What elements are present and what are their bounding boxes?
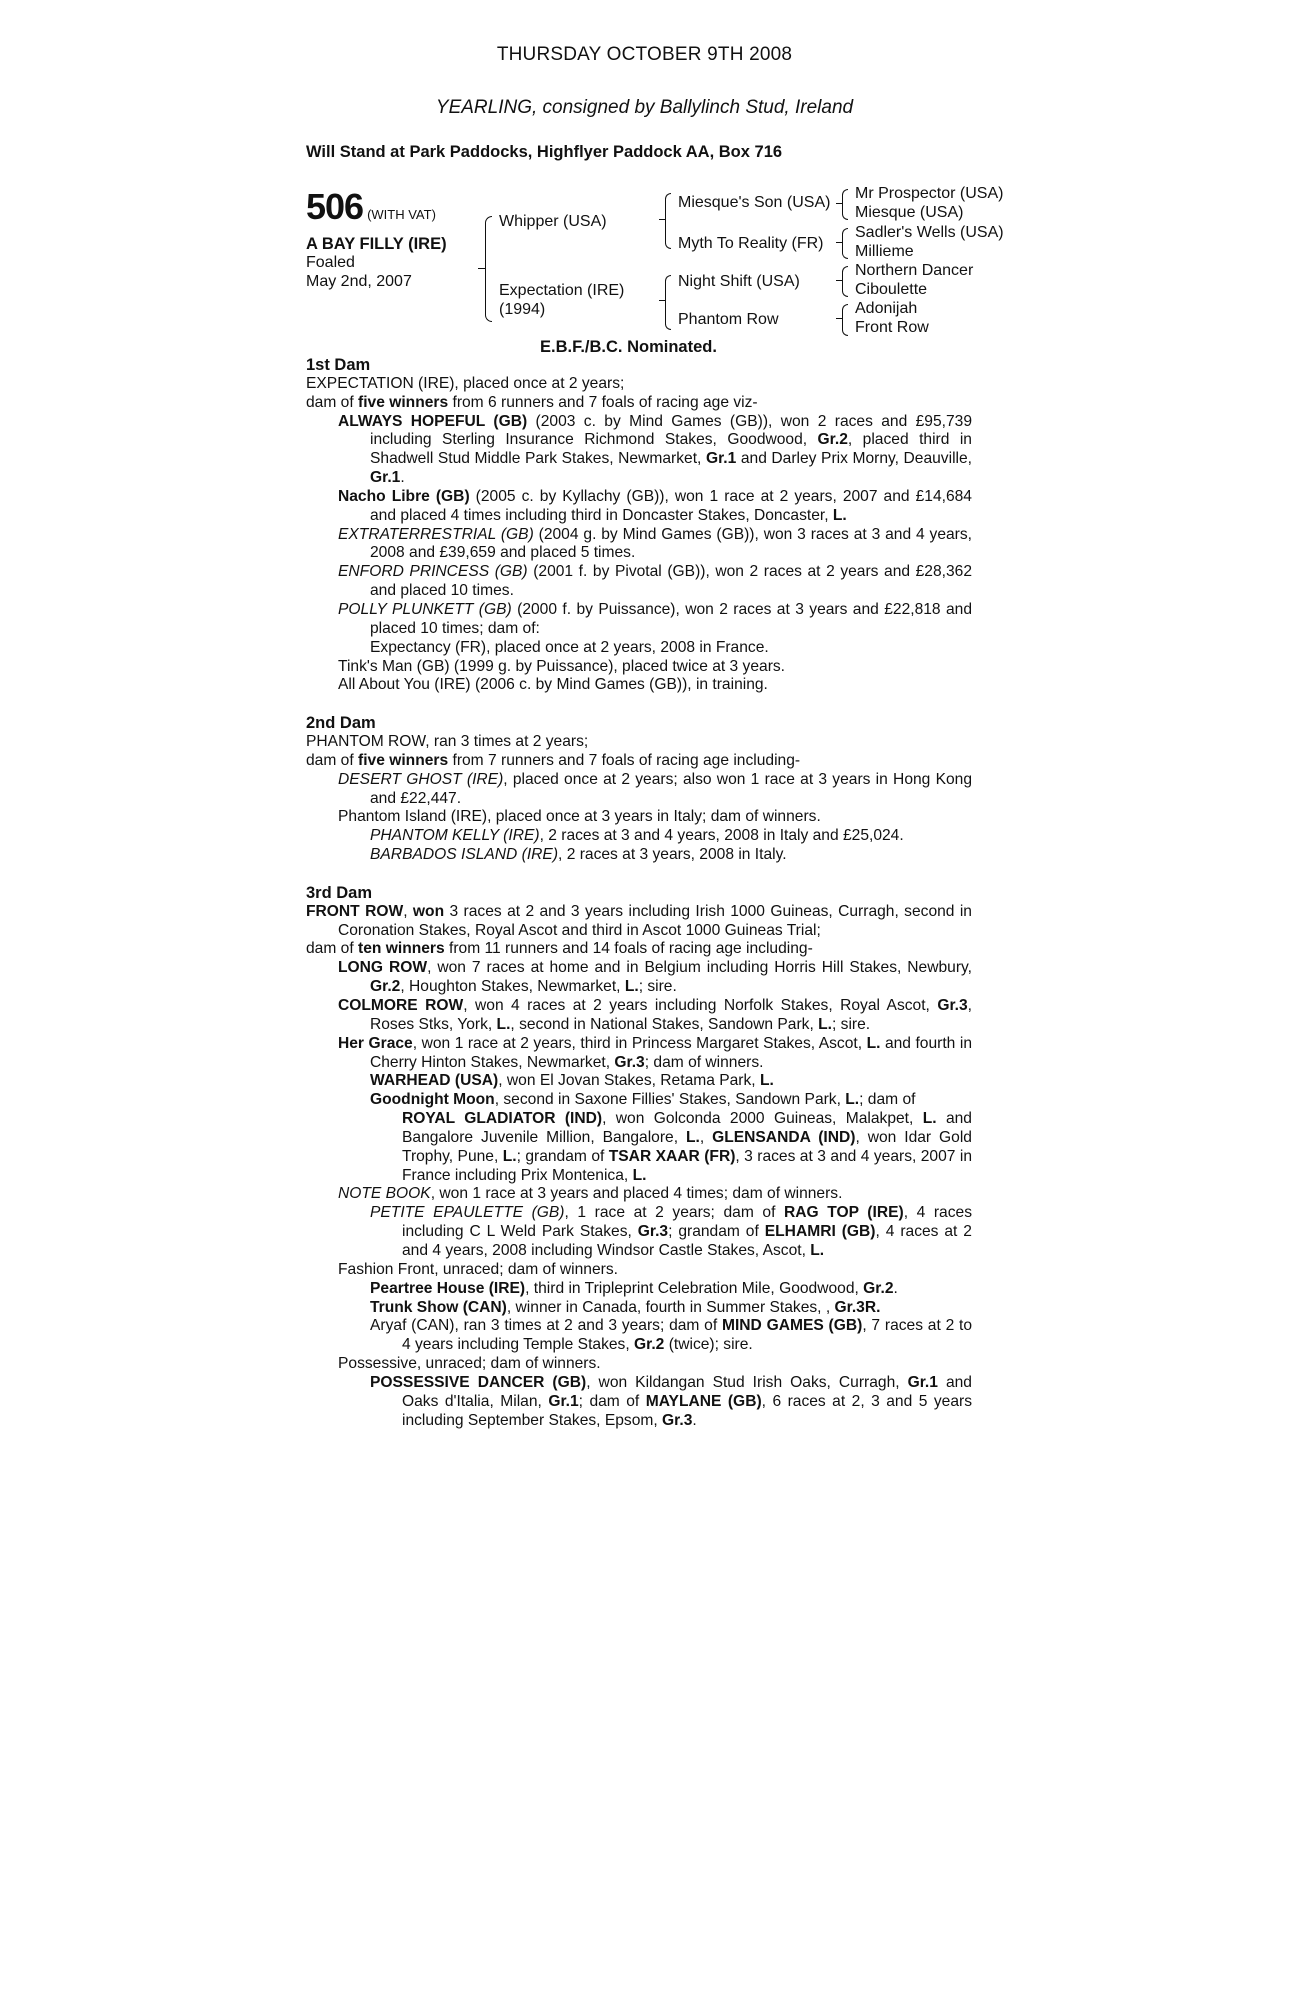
list-item: POLLY PLUNKETT (GB) (2000 f. by Puissance), won 2 races at 3 years and £22,818 and placed 10 times; dam of: xyxy=(338,600,973,637)
list-item: Aryaf (CAN), ran 3 times at 2 and 3 years; dam of MIND GAMES (GB), 7 races at 2 to 4 years including Temple Stakes, Gr.2 (twice); sire. xyxy=(370,1317,973,1354)
section-heading-1st-dam: 1st Dam xyxy=(306,356,371,374)
list-item: Tink's Man (GB) (1999 g. by Puissance), placed twice at 3 years. xyxy=(338,657,786,675)
sale-date: THURSDAY OCTOBER 9TH 2008 xyxy=(496,44,793,65)
vat-note: (WITH VAT) xyxy=(367,207,436,222)
pedigree-bracket-g1 xyxy=(842,189,848,220)
list-item: COLMORE ROW, won 4 races at 2 years including Norfolk Stakes, Royal Ascot, Gr.3, Roses Stks, York, L., second in National Stakes, Sandown Park, L.; sire. xyxy=(338,997,972,1033)
list-item: Phantom Island (IRE), placed once at 3 years in Italy; dam of winners. xyxy=(338,808,821,826)
list-item: ROYAL GLADIATOR (IND), won Golconda 2000 Guineas, Malakpet, L. and Bangalore Juvenile Million, Bangalore, L., GLENSANDA (IND), won Idar Gold Trophy, Pune, L.; grandam of TSAR XAAR (FR), 3 races at 3 and 4 years, 2007 in France including Prix Montenica, L. xyxy=(402,1110,972,1184)
dam1-line: EXPECTATION (IRE), placed once at 2 years; xyxy=(306,374,625,392)
pedigree-bracket-tick xyxy=(836,242,843,243)
granddam-1: Miesque (USA) xyxy=(855,204,964,221)
dam3-produce-list xyxy=(306,959,972,1430)
list-item: Fashion Front, unraced; dam of winners. xyxy=(338,1260,618,1278)
granddam-3: Ciboulette xyxy=(855,281,928,298)
list-item: ALWAYS HOPEFUL (GB) (2003 c. by Mind Games (GB)), won 2 races and £95,739 including Sterling Insurance Richmond Stakes, Goodwood, Gr.2, placed third in Shadwell Stud Middle Park Stakes, Newmarket, Gr.1 and Darley Prix Morny, Deauville, Gr.1. xyxy=(338,412,973,487)
list-item: Possessive, unraced; dam of winners. xyxy=(338,1355,601,1373)
lot-number: 506 xyxy=(306,186,364,227)
list-item: DESERT GHOST (IRE), placed once at 2 years; also won 1 race at 3 years in Hong Kong and £22,447. xyxy=(338,770,972,807)
pedigree-bracket-tick xyxy=(836,280,843,281)
lot-description: A BAY FILLY (IRE) xyxy=(306,235,447,253)
grandsire-1: Mr Prospector (USA) xyxy=(855,185,1004,202)
pedigree-bracket-tick xyxy=(836,318,843,319)
list-item: LONG ROW, won 7 races at home and in Belgium including Horris Hill Stakes, Newbury, Gr.2, Houghton Stakes, Newmarket, L.; sire. xyxy=(338,959,972,996)
list-item: Her Grace, won 1 race at 2 years, third in Princess Margaret Stakes, Ascot, L. and fourth in Cherry Hinton Stakes, Newmarket, Gr.3; dam of winners. xyxy=(338,1034,972,1071)
dam1-produce-line: dam of five winners from 6 runners and 7 foals of racing age viz- xyxy=(306,393,758,411)
pedigree-bracket-g3 xyxy=(842,266,848,297)
dam2-produce-list xyxy=(306,771,972,865)
list-item: Nacho Libre (GB) (2005 c. by Kyllachy (GB)), won 1 race at 2 years, 2007 and £14,684 and placed 4 times including third in Doncaster Stakes, Doncaster, L. xyxy=(338,487,972,524)
pedigree-bracket-g4 xyxy=(842,304,848,336)
sire-dam-name: Myth To Reality (FR) xyxy=(678,235,824,252)
lot-heading xyxy=(306,186,436,228)
dam-dam-name: Phantom Row xyxy=(678,311,779,328)
dam1-produce-list xyxy=(306,413,972,696)
sire-sire-name: Miesque's Son (USA) xyxy=(678,194,831,211)
pedigree-bracket-tick xyxy=(478,268,485,269)
list-item: PHANTOM KELLY (IRE), 2 races at 3 and 4 years, 2008 in Italy and £25,024. xyxy=(370,827,904,845)
granddam-4: Front Row xyxy=(855,319,929,336)
foaled-date: May 2nd, 2007 xyxy=(306,273,412,290)
list-item: Peartree House (IRE), third in Tripleprint Celebration Mile, Goodwood, Gr.2. xyxy=(370,1279,898,1297)
catalogue-body xyxy=(306,356,972,1430)
dam3-produce-line: dam of ten winners from 11 runners and 14 foals of racing age including- xyxy=(306,940,813,958)
list-item: Goodnight Moon, second in Saxone Fillies' Stakes, Sandown Park, L.; dam of xyxy=(370,1091,916,1109)
grandsire-4: Adonijah xyxy=(855,300,918,317)
list-item: NOTE BOOK, won 1 race at 3 years and placed 4 times; dam of winners. xyxy=(338,1185,843,1203)
dam2-produce-line: dam of five winners from 7 runners and 7 foals of racing age including- xyxy=(306,751,801,769)
stand-location: Will Stand at Park Paddocks, Highflyer Paddock AA, Box 716 xyxy=(306,143,783,161)
list-item: BARBADOS ISLAND (IRE), 2 races at 3 years, 2008 in Italy. xyxy=(370,846,787,864)
pedigree-bracket-tick xyxy=(836,203,843,204)
list-item: Expectancy (FR), placed once at 2 years, 2008 in France. xyxy=(370,638,769,656)
pedigree-bracket-sire xyxy=(665,193,671,249)
section-heading-2nd-dam: 2nd Dam xyxy=(306,714,376,733)
granddam-2: Millieme xyxy=(855,243,914,260)
dam3-line: FRONT ROW, won 3 races at 2 and 3 years including Irish 1000 Guineas, Curragh, second in Coronation Stakes, Royal Ascot and third in Ascot 1000 Guineas Trial; xyxy=(306,902,972,939)
section-heading-3rd-dam: 3rd Dam xyxy=(306,883,373,902)
grandsire-2: Sadler's Wells (USA) xyxy=(855,224,1004,241)
pedigree-bracket-tick xyxy=(659,219,666,220)
list-item: PETITE EPAULETTE (GB), 1 race at 2 years; dam of RAG TOP (IRE), 4 races including C L Weld Park Stakes, Gr.3; grandam of ELHAMRI (GB), 4 races at 2 and 4 years, 2008 including Windsor Castle Stakes, Ascot, L. xyxy=(370,1204,972,1259)
list-item: All About You (IRE) (2006 c. by Mind Games (GB)), in training. xyxy=(338,676,768,694)
list-item: WARHEAD (USA), won El Jovan Stakes, Retama Park, L. xyxy=(370,1072,774,1090)
sire-name: Whipper (USA) xyxy=(499,213,607,230)
list-item: ENFORD PRINCESS (GB) (2001 f. by Pivotal (GB)), won 2 races at 2 years and £28,362 and placed 10 times. xyxy=(338,563,972,600)
consignment-line: YEARLING, consigned by Ballylinch Stud, Ireland xyxy=(435,97,854,118)
foaled-label: Foaled xyxy=(306,254,355,271)
dam-sire-name: Night Shift (USA) xyxy=(678,273,800,290)
list-item: Trunk Show (CAN), winner in Canada, fourth in Summer Stakes, , Gr.3R. xyxy=(370,1298,881,1316)
dam2-line: PHANTOM ROW, ran 3 times at 2 years; xyxy=(306,733,589,751)
pedigree-bracket-g2 xyxy=(842,228,848,259)
dam-year: (1994) xyxy=(499,301,546,318)
pedigree-bracket-main xyxy=(485,216,492,322)
list-item: EXTRATERRESTRIAL (GB) (2004 g. by Mind Games (GB)), won 3 races at 3 and 4 years, 2008 and £39,659 and placed 5 times. xyxy=(338,525,972,562)
grandsire-3: Northern Dancer xyxy=(855,262,974,279)
dam-name: Expectation (IRE) xyxy=(499,282,625,299)
list-item: POSSESSIVE DANCER (GB), won Kildangan Stud Irish Oaks, Curragh, Gr.1 and Oaks d'Italia, Milan, Gr.1; dam of MAYLANE (GB), 6 races at 2, 3 and 5 years including September Stakes, Epsom, Gr.3. xyxy=(370,1373,973,1429)
pedigree-bracket-tick xyxy=(659,300,666,301)
nomination-note: E.B.F./B.C. Nominated. xyxy=(540,338,717,356)
pedigree-bracket-dam xyxy=(665,275,671,330)
